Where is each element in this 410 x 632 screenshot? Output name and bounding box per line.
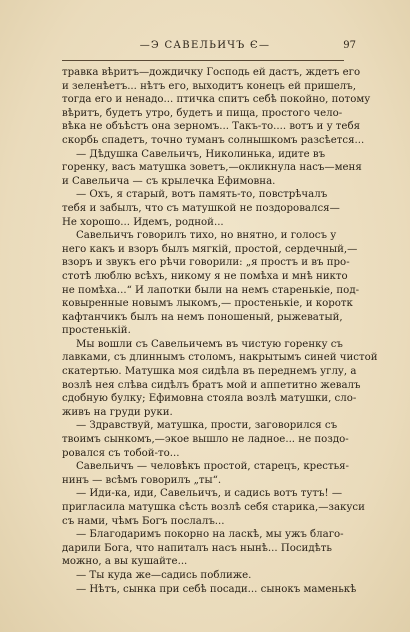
- text-line: — Нѣтъ, сынка при себѣ посади... сынокъ маменькѣ: [76, 583, 357, 595]
- text-line: травка вѣритъ—дождичку Господь ей дастъ, ждетъ его: [62, 67, 361, 78]
- body-text: [62, 66, 378, 596]
- text-line: скатертью. Матушка моя сидѣла въ переднемъ углу, а: [62, 366, 357, 378]
- text-line: горенку, васъ матушка зоветъ,—окликнула насъ—меня: [62, 162, 362, 174]
- page-header: [0, 40, 410, 56]
- text-line: и зеленѣетъ... нѣтъ его, выходитъ конецъ ей пришелъ,: [62, 80, 356, 92]
- running-title: —Э САВЕЛЬИЧЪ Є—: [139, 40, 271, 51]
- text-line: простенькій.: [62, 325, 131, 337]
- text-line: Мы вошли съ Савельичемъ въ чистую горенку съ: [76, 338, 343, 350]
- text-line: съ нами, чѣмъ Богъ послалъ...: [62, 515, 225, 527]
- text-line: живъ на груди руки.: [62, 406, 173, 418]
- text-line: — Благодаримъ покорно на ласкѣ, мы ужъ благо-: [76, 529, 344, 541]
- text-line: не помѣха...“ И лапотки были на немъ старенькіе, под-: [62, 284, 360, 296]
- text-line: нинъ — всѣмъ говорилъ „ты“.: [62, 474, 222, 486]
- text-line: Савельичъ — человѣкъ простой, старецъ, крестья-: [76, 461, 349, 473]
- text-line: дарили Бога, что напиталъ насъ нынѣ... Посидѣть: [62, 542, 332, 554]
- text-line: — Ты куда же—садись поближе.: [76, 569, 252, 581]
- text-line: — Охъ, я старый, вотъ память-то, повстрѣчалъ: [76, 189, 328, 201]
- text-line: — Дѣдушка Савельичъ, Николинька, идите въ: [76, 148, 326, 160]
- text-line: стотѣ люблю всѣхъ, никому я не помѣха и мнѣ никто: [62, 270, 348, 282]
- text-line: ровался съ тобой-то...: [62, 447, 180, 459]
- text-line: Не хорошо... Идемъ, родной...: [62, 216, 224, 228]
- text-line: сдобную булку; Ефимовна стояла возлѣ матушки, сло-: [62, 393, 357, 405]
- page-number: 97: [343, 40, 356, 51]
- text-line: возлѣ нея слѣва сидѣлъ братъ мой и аппетитно жевалъ: [62, 379, 361, 391]
- text-line: можно, а вы кушайте...: [62, 556, 188, 568]
- text-line: него какъ и взоръ былъ мягкій, простой, сердечный,—: [62, 243, 358, 255]
- text-line: ковыренные новымъ лыкомъ,— простенькіе, и коротк: [62, 298, 353, 310]
- text-line: вѣка не объѣстъ она зерномъ... Такъ-то.... вотъ и у тебя: [62, 121, 361, 133]
- text-line: тебя и забылъ, что съ матушкой не поздоровался—: [62, 202, 340, 214]
- header-rule: [62, 60, 344, 61]
- text-line: лавками, съ длиннымъ столомъ, накрытымъ синей чистой: [62, 352, 378, 364]
- text-line: вѣритъ, будетъ утро, будетъ и пища, простого чело-: [62, 107, 343, 119]
- text-line: кафтанчикъ былъ на немъ поношеный, рыжеватый,: [62, 311, 343, 323]
- text-line: твоимъ сынкомъ,—экое вышло не ладное... не поздо-: [62, 434, 349, 446]
- text-line: и Савельича — съ крылечка Ефимовна.: [62, 175, 276, 187]
- text-line: — Иди-ка, иди, Савельичъ, и садись вотъ тутъ! —: [76, 488, 343, 500]
- text-line: Савельичъ говорилъ тихо, но внятно, и голосъ у: [76, 230, 337, 242]
- text-line: — Здравствуй, матушка, прости, заговорился съ: [76, 420, 338, 432]
- text-line: тогда его и ненадо... птичка спитъ себѣ покойно, потому: [62, 94, 371, 106]
- text-line: взоръ и звукъ его рѣчи говорили: „я простъ и въ про-: [62, 257, 350, 269]
- text-line: скорбь спадетъ, точно туманъ солнышкомъ разсѣется...: [62, 134, 365, 146]
- text-line: пригласила матушка сѣсть возлѣ себя старика,—закуси: [62, 502, 365, 513]
